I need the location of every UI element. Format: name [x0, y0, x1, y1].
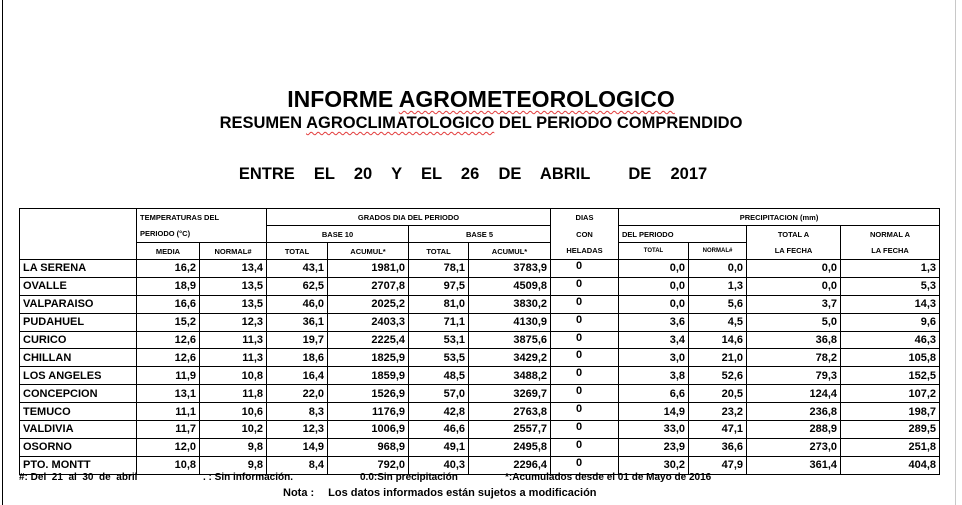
pp-total-cell: 0,0 [619, 295, 689, 313]
total-fecha-cell: 273,0 [747, 438, 841, 456]
g10-total-cell: 8,4 [267, 456, 328, 474]
g10-total-cell: 18,6 [267, 349, 328, 367]
g5-total-cell: 46,6 [409, 421, 469, 439]
pp-normal-cell: 0,0 [689, 260, 747, 278]
g10-total-cell: 16,4 [267, 367, 328, 385]
normal-fecha-header: LA FECHA [841, 243, 940, 260]
normal-fecha-cell: 9,6 [841, 313, 940, 331]
heladas-cell: 0 [551, 385, 619, 403]
media-cell: 11,1 [137, 403, 200, 421]
g10-acumul-cell: 1526,9 [328, 385, 409, 403]
media-cell: 11,9 [137, 367, 200, 385]
table-row [20, 331, 940, 349]
normal-fecha-cell: 1,3 [841, 260, 940, 278]
station-cell: PTO. MONTT [20, 456, 137, 474]
station-cell: TEMUCO [20, 403, 137, 421]
table-row [20, 421, 940, 439]
total-fecha-cell: 36,8 [747, 331, 841, 349]
g5-total-cell: 57,0 [409, 385, 469, 403]
pp-normal-cell: 4,5 [689, 313, 747, 331]
report-subtitle: RESUMEN AGROCLIMATOLOGICO DEL PERIODO COMPRENDIDO [219, 114, 743, 132]
normal-header: NORMAL# [200, 243, 267, 260]
g5-acumul-cell: 4130,9 [469, 313, 551, 331]
station-cell: CHILLAN [20, 349, 137, 367]
normal-cell: 9,8 [200, 438, 267, 456]
g10-total-cell: 14,9 [267, 438, 328, 456]
media-cell: 12,6 [137, 349, 200, 367]
g5-total-cell: 97,5 [409, 277, 469, 295]
footer-note-no-precip: 0.0:Sin precipitación [360, 472, 458, 483]
g5-total-cell: 42,8 [409, 403, 469, 421]
pp-normal-cell: 21,0 [689, 349, 747, 367]
g10-acumul-cell: 2707,8 [328, 277, 409, 295]
dias-header: DIAS [551, 209, 619, 226]
heladas-cell: 0 [551, 331, 619, 349]
g5-acumul-cell: 2296,4 [469, 456, 551, 474]
station-cell: LOS ANGELES [20, 367, 137, 385]
g5-acumul-cell: 3875,6 [469, 331, 551, 349]
g10-total-header: TOTAL [267, 243, 328, 260]
g10-acumul-cell: 1981,0 [328, 260, 409, 278]
normal-cell: 12,3 [200, 313, 267, 331]
station-header-cell [20, 209, 137, 260]
normal-fecha-cell: 152,5 [841, 367, 940, 385]
page-right-border [955, 0, 956, 505]
station-cell: OVALLE [20, 277, 137, 295]
pp-normal-cell: 23,2 [689, 403, 747, 421]
pp-total-cell: 0,0 [619, 260, 689, 278]
table-row [20, 313, 940, 331]
pp-total-cell: 3,0 [619, 349, 689, 367]
station-cell: PUDAHUEL [20, 313, 137, 331]
normal-fecha-cell: 5,3 [841, 277, 940, 295]
g10-total-cell: 22,0 [267, 385, 328, 403]
g5-acumul-cell: 4509,8 [469, 277, 551, 295]
pp-total-cell: 33,0 [619, 421, 689, 439]
station-cell: VALPARAISO [20, 295, 137, 313]
total-fecha-cell: 0,0 [747, 260, 841, 278]
g10-total-cell: 46,0 [267, 295, 328, 313]
pp-normal-header: NORMAL# [689, 243, 747, 260]
base10-header: BASE 10 [267, 226, 409, 243]
pp-normal-cell: 1,3 [689, 277, 747, 295]
heladas-cell: 0 [551, 349, 619, 367]
total-a-header: TOTAL A [747, 226, 841, 243]
heladas-cell: 0 [551, 260, 619, 278]
g5-acumul-cell: 3830,2 [469, 295, 551, 313]
g10-acumul-cell: 2225,4 [328, 331, 409, 349]
table-row [20, 456, 940, 474]
station-cell: LA SERENA [20, 260, 137, 278]
station-cell: CONCEPCION [20, 385, 137, 403]
normal-cell: 11,3 [200, 331, 267, 349]
normal-cell: 13,4 [200, 260, 267, 278]
g5-total-cell: 49,1 [409, 438, 469, 456]
media-cell: 18,9 [137, 277, 200, 295]
page-left-border [2, 0, 3, 505]
report-title: INFORME AGROMETEOROLOGICO [287, 86, 675, 112]
heladas-cell: 0 [551, 295, 619, 313]
normal-fecha-cell: 289,5 [841, 421, 940, 439]
total-fecha-header: LA FECHA [747, 243, 841, 260]
g5-total-cell: 81,0 [409, 295, 469, 313]
base5-header: BASE 5 [409, 226, 551, 243]
heladas-cell: 0 [551, 456, 619, 474]
footer-nota [283, 487, 597, 499]
station-cell: OSORNO [20, 438, 137, 456]
media-cell: 13,1 [137, 385, 200, 403]
g10-total-cell: 8,3 [267, 403, 328, 421]
normal-cell: 10,8 [200, 367, 267, 385]
g5-total-header: TOTAL [409, 243, 469, 260]
media-cell: 16,6 [137, 295, 200, 313]
normal-cell: 11,8 [200, 385, 267, 403]
total-fecha-cell: 288,9 [747, 421, 841, 439]
temp-period-header: PERIODO (°C) [137, 226, 267, 243]
normal-cell: 9,8 [200, 456, 267, 474]
pp-total-cell: 14,9 [619, 403, 689, 421]
agro-data-table [19, 208, 940, 475]
g5-acumul-cell: 2763,8 [469, 403, 551, 421]
g10-total-cell: 19,7 [267, 331, 328, 349]
g5-total-cell: 78,1 [409, 260, 469, 278]
g10-acumul-cell: 1006,9 [328, 421, 409, 439]
normal-fecha-cell: 107,2 [841, 385, 940, 403]
g10-total-cell: 43,1 [267, 260, 328, 278]
con-header: CON [551, 226, 619, 243]
total-fecha-cell: 0,0 [747, 277, 841, 295]
pp-total-cell: 3,4 [619, 331, 689, 349]
media-cell: 10,8 [137, 456, 200, 474]
spellcheck-underlined-word: AGROMETEOROLOGICO [398, 86, 675, 112]
g10-acumul-cell: 2403,3 [328, 313, 409, 331]
normal-cell: 13,5 [200, 295, 267, 313]
pp-normal-cell: 47,9 [689, 456, 747, 474]
table-row [20, 385, 940, 403]
media-header: MEDIA [137, 243, 200, 260]
total-fecha-cell: 5,0 [747, 313, 841, 331]
table-row [20, 277, 940, 295]
g10-acumul-cell: 1859,9 [328, 367, 409, 385]
pp-normal-cell: 14,6 [689, 331, 747, 349]
temp-header: TEMPERATURAS DEL [137, 209, 267, 226]
table-row [20, 403, 940, 421]
normal-fecha-cell: 198,7 [841, 403, 940, 421]
precip-header: PRECIPITACION (mm) [619, 209, 940, 226]
nota-text: Los datos informados están sujetos a modificación [328, 487, 597, 499]
table-row [20, 349, 940, 367]
grados-header: GRADOS DIA DEL PERIODO [267, 209, 551, 226]
g5-total-cell: 71,1 [409, 313, 469, 331]
pp-total-cell: 0,0 [619, 277, 689, 295]
table-row [20, 438, 940, 456]
g5-acumul-cell: 2495,8 [469, 438, 551, 456]
heladas-header: HELADAS [551, 243, 619, 260]
normal-fecha-cell: 105,8 [841, 349, 940, 367]
normal-fecha-cell: 14,3 [841, 295, 940, 313]
table-row [20, 295, 940, 313]
total-fecha-cell: 361,4 [747, 456, 841, 474]
nota-label: Nota : [283, 487, 315, 499]
pp-normal-cell: 20,5 [689, 385, 747, 403]
g5-total-cell: 53,1 [409, 331, 469, 349]
normal-fecha-cell: 251,8 [841, 438, 940, 456]
station-cell: CURICO [20, 331, 137, 349]
heladas-cell: 0 [551, 277, 619, 295]
header-row-1 [20, 209, 940, 226]
media-cell: 12,6 [137, 331, 200, 349]
g10-acumul-cell: 2025,2 [328, 295, 409, 313]
total-fecha-cell: 3,7 [747, 295, 841, 313]
footer-note-no-info: . : Sin información. [203, 472, 294, 483]
g5-acumul-cell: 2557,7 [469, 421, 551, 439]
g10-total-cell: 12,3 [267, 421, 328, 439]
heladas-cell: 0 [551, 403, 619, 421]
heladas-cell: 0 [551, 438, 619, 456]
report-period: ENTRE EL 20 Y EL 26 DE ABRIL DE 2017 [238, 165, 708, 183]
g10-acumul-header: ACUMUL* [328, 243, 409, 260]
total-fecha-cell: 78,2 [747, 349, 841, 367]
media-cell: 16,2 [137, 260, 200, 278]
normal-a-header: NORMAL A [841, 226, 940, 243]
normal-cell: 13,5 [200, 277, 267, 295]
normal-cell: 11,3 [200, 349, 267, 367]
g5-acumul-cell: 3488,2 [469, 367, 551, 385]
pp-normal-cell: 5,6 [689, 295, 747, 313]
header-row-3 [20, 243, 940, 260]
media-cell: 15,2 [137, 313, 200, 331]
total-fecha-cell: 236,8 [747, 403, 841, 421]
media-cell: 11,7 [137, 421, 200, 439]
header-row-2 [20, 226, 940, 243]
normal-fecha-cell: 404,8 [841, 456, 940, 474]
heladas-cell: 0 [551, 367, 619, 385]
del-periodo-header: DEL PERIODO [619, 226, 747, 243]
pp-normal-cell: 47,1 [689, 421, 747, 439]
g10-acumul-cell: 1825,9 [328, 349, 409, 367]
pp-total-cell: 3,8 [619, 367, 689, 385]
g10-acumul-cell: 968,9 [328, 438, 409, 456]
g5-acumul-header: ACUMUL* [469, 243, 551, 260]
footer-note-accumulated: *:Acumulados desde el 01 de Mayo de 2016 [505, 472, 712, 483]
heladas-cell: 0 [551, 313, 619, 331]
footer-note-period: #: Del 21 al 30 de abril [19, 472, 138, 483]
g10-total-cell: 62,5 [267, 277, 328, 295]
pp-total-cell: 3,6 [619, 313, 689, 331]
g5-total-cell: 40,3 [409, 456, 469, 474]
table-body [20, 260, 940, 475]
pp-total-cell: 30,2 [619, 456, 689, 474]
g10-acumul-cell: 1176,9 [328, 403, 409, 421]
g5-acumul-cell: 3429,2 [469, 349, 551, 367]
g5-acumul-cell: 3269,7 [469, 385, 551, 403]
heladas-cell: 0 [551, 421, 619, 439]
normal-cell: 10,2 [200, 421, 267, 439]
pp-total-cell: 23,9 [619, 438, 689, 456]
g5-total-cell: 53,5 [409, 349, 469, 367]
pp-normal-cell: 36,6 [689, 438, 747, 456]
total-fecha-cell: 124,4 [747, 385, 841, 403]
media-cell: 12,0 [137, 438, 200, 456]
normal-fecha-cell: 46,3 [841, 331, 940, 349]
total-fecha-cell: 79,3 [747, 367, 841, 385]
g10-acumul-cell: 792,0 [328, 456, 409, 474]
pp-total-cell: 6,6 [619, 385, 689, 403]
table-row [20, 260, 940, 278]
g5-acumul-cell: 3783,9 [469, 260, 551, 278]
g5-total-cell: 48,5 [409, 367, 469, 385]
normal-cell: 10,6 [200, 403, 267, 421]
spellcheck-underlined-word: AGROCLIMATOLOGICO [306, 114, 495, 132]
pp-total-header: TOTAL [619, 243, 689, 260]
station-cell: VALDIVIA [20, 421, 137, 439]
g10-total-cell: 36,1 [267, 313, 328, 331]
table-row [20, 367, 940, 385]
pp-normal-cell: 52,6 [689, 367, 747, 385]
